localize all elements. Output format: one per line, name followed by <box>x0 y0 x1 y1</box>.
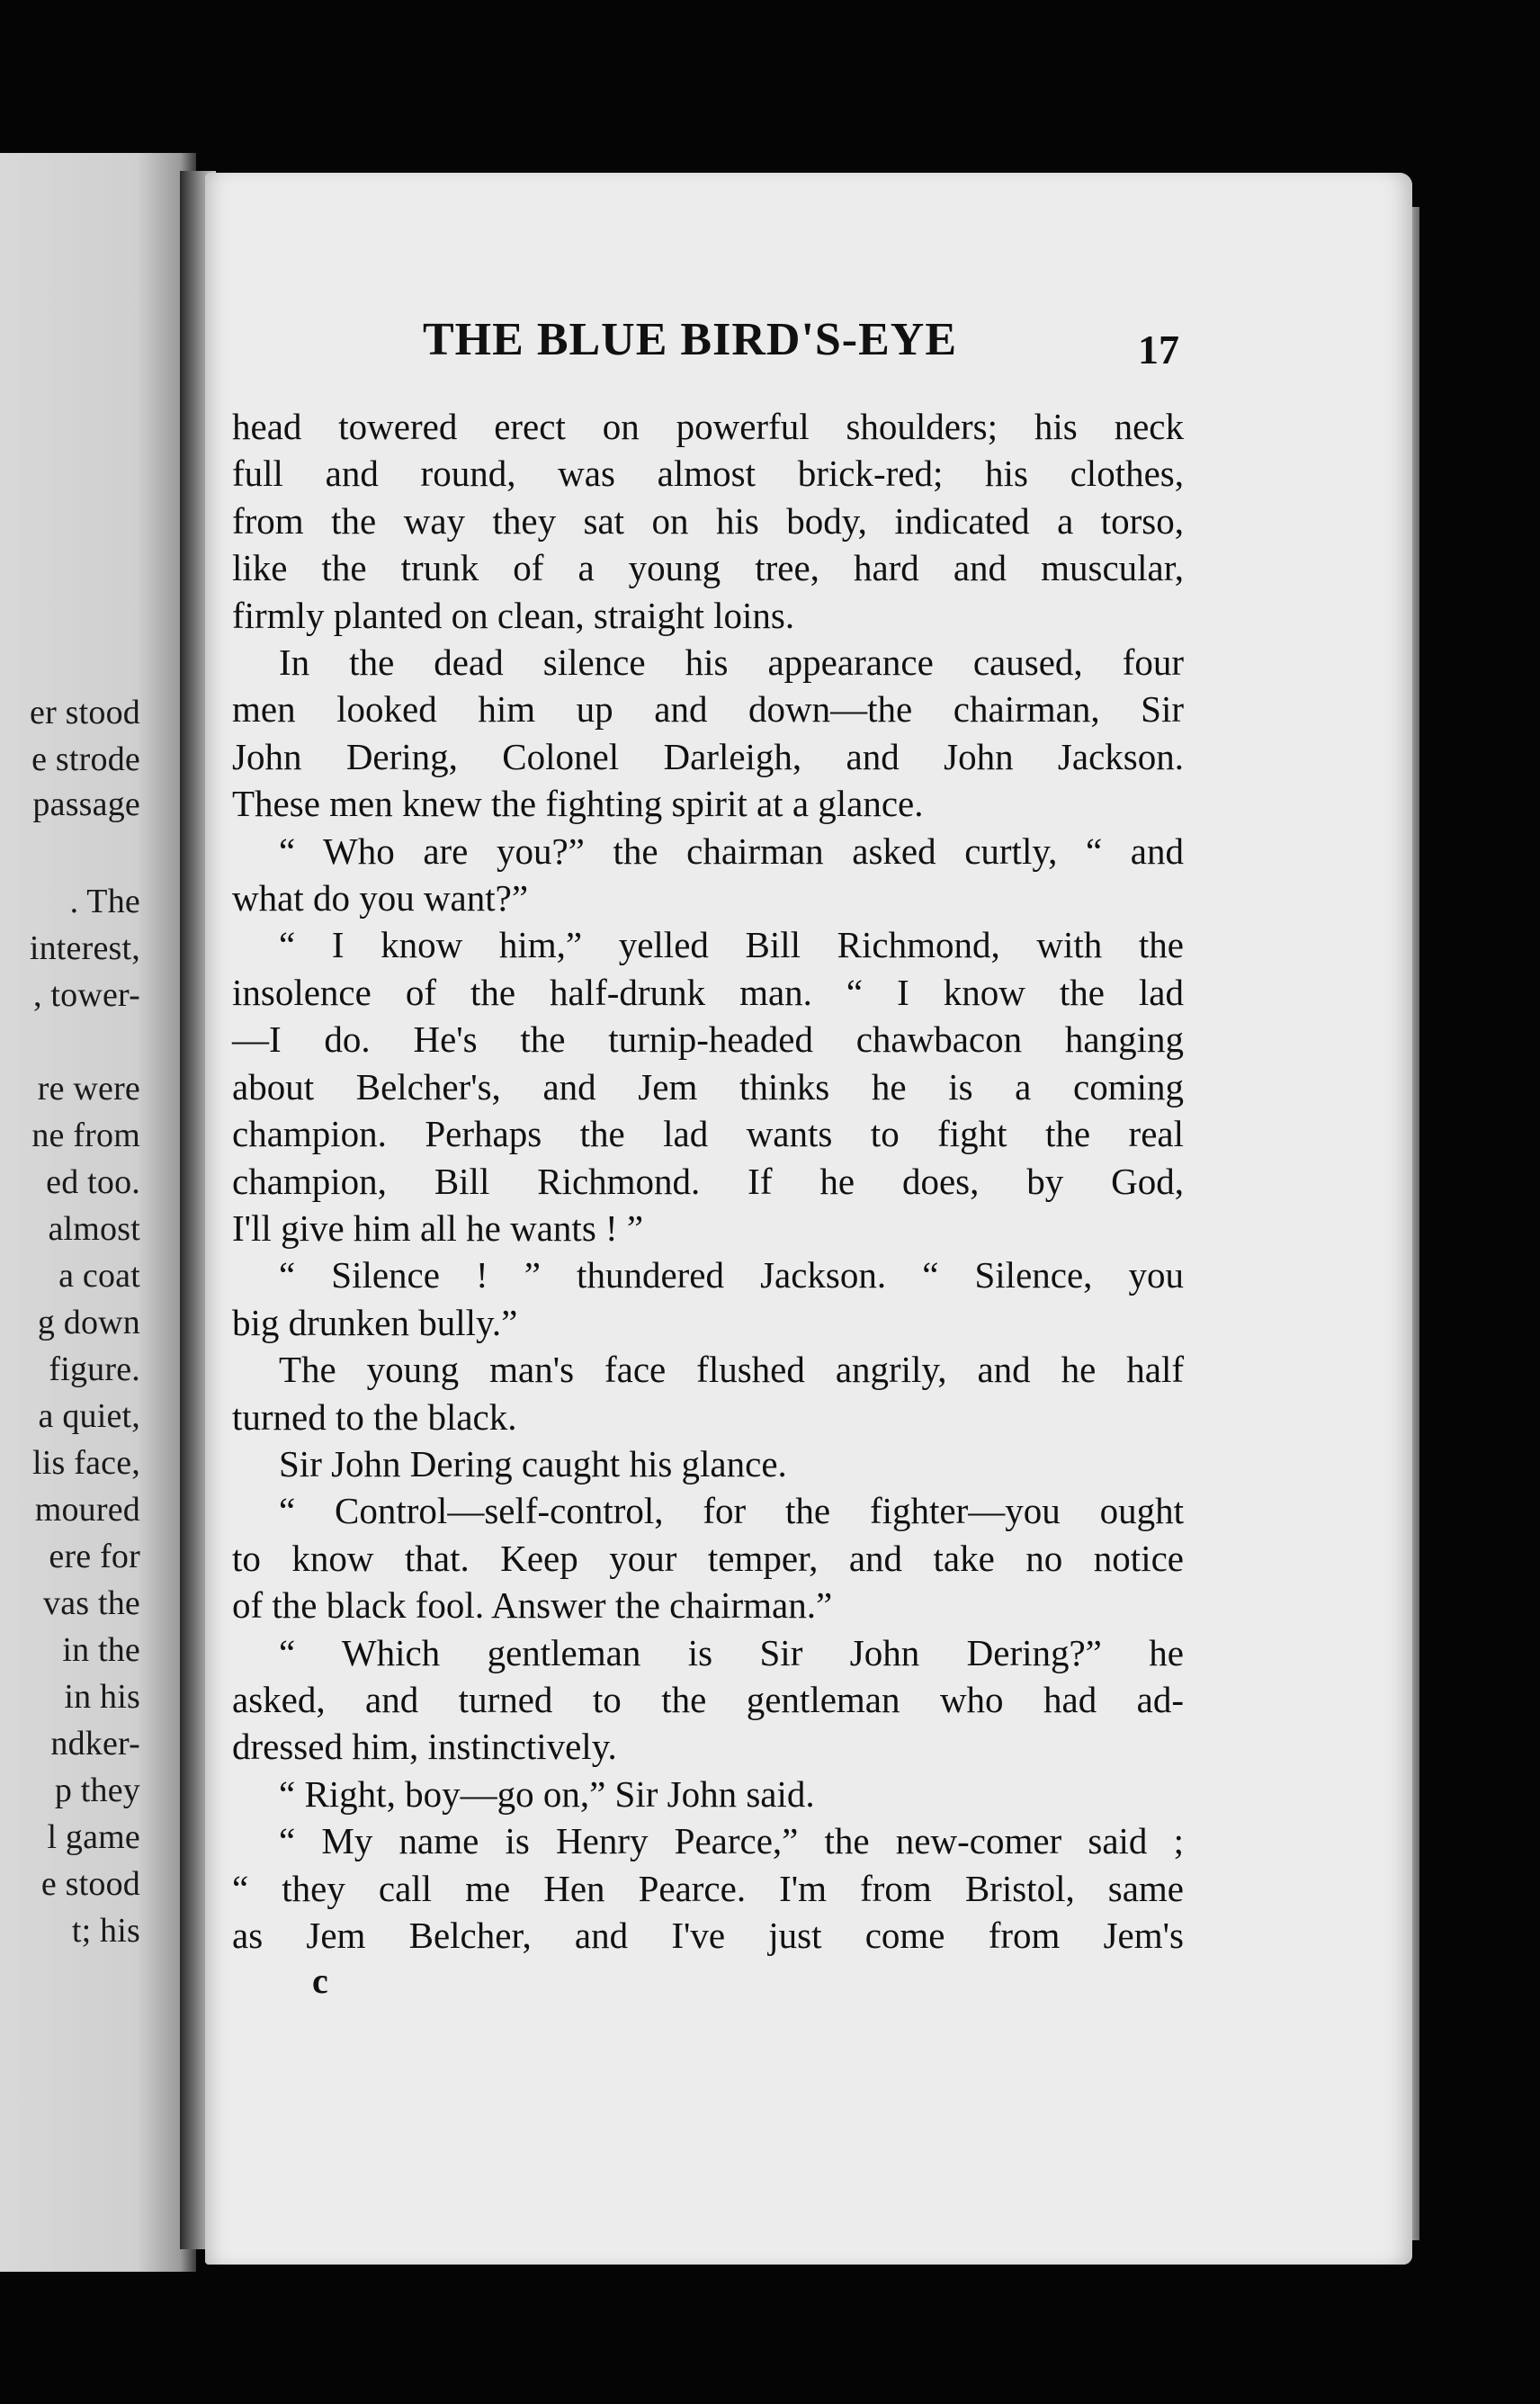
text-line: asked, and turned to the gentleman who had ad- <box>232 1678 1184 1720</box>
text-line: “ Silence ! ” thundered Jackson. “ Silence, you <box>279 1254 1184 1296</box>
text-line: big drunken bully.” <box>232 1301 518 1343</box>
text-line: champion, Bill Richmond. If he does, by God, <box>232 1160 1184 1202</box>
page-number: 17 <box>1138 327 1179 372</box>
left-page-line: vas the <box>43 1584 140 1622</box>
left-page-line: ere for <box>49 1538 140 1575</box>
text-line: “ My name is Henry Pearce,” the new-comer said ; <box>279 1820 1184 1862</box>
left-page-line: lis face, <box>32 1444 140 1482</box>
left-page-line: passage <box>32 785 140 823</box>
text-line: “ Control—self-control, for the fighter—you ought <box>279 1490 1184 1532</box>
left-page-line: p they <box>54 1772 140 1809</box>
text-line: “ Which gentleman is Sir John Dering?” he <box>279 1631 1184 1673</box>
text-line: These men knew the fighting spirit at a glance. <box>232 783 924 825</box>
text-line: of the black fool. Answer the chairman.” <box>232 1584 833 1627</box>
text-line: “ Who are you?” the chairman asked curtly, “ and <box>279 830 1184 872</box>
left-page-line: interest, <box>29 929 140 967</box>
text-line: John Dering, Colonel Darleigh, and John Jackson. <box>232 735 1184 777</box>
text-line: firmly planted on clean, straight loins. <box>232 594 795 636</box>
left-page-line: e strode <box>31 740 140 778</box>
text-line: “ Right, boy—go on,” Sir John said. <box>279 1772 815 1815</box>
left-page-line: er stood <box>30 694 140 731</box>
text-line: insolence of the half-drunk man. “ I know the lad <box>232 971 1184 1013</box>
left-page-line: l game <box>47 1818 140 1856</box>
left-page-line: ndker- <box>50 1725 140 1763</box>
left-page-line: e stood <box>40 1865 140 1903</box>
text-line: champion. Perhaps the lad wants to fight the real <box>232 1113 1184 1155</box>
text-line: turned to the black. <box>232 1395 517 1438</box>
text-line: about Belcher's, and Jem thinks he is a coming <box>232 1065 1184 1108</box>
text-line: like the trunk of a young tree, hard and muscular, <box>232 547 1184 589</box>
left-page-line: ed too. <box>46 1163 140 1201</box>
running-header: THE BLUE BIRD'S-EYE <box>423 314 958 365</box>
text-line: The young man's face flushed angrily, and he half <box>279 1349 1184 1391</box>
left-page-line: ne from <box>31 1117 140 1154</box>
left-page-line: re were <box>37 1070 140 1108</box>
text-line: dressed him, instinctively. <box>232 1726 617 1768</box>
text-line: In the dead silence his appearance caused, four <box>279 641 1184 684</box>
text-line: what do you want?” <box>232 877 529 919</box>
signature-mark: c <box>312 1960 328 2001</box>
left-page-line: almost <box>48 1210 140 1248</box>
text-line: to know that. Keep your temper, and take no notice <box>232 1537 1184 1579</box>
left-page-line: moured <box>34 1491 140 1529</box>
left-page-line: in the <box>62 1631 140 1669</box>
left-page-line: g down <box>37 1304 140 1341</box>
left-page-line: . The <box>69 883 140 920</box>
left-page-line: a quiet, <box>38 1397 140 1435</box>
left-page-line: in his <box>64 1678 140 1716</box>
text-line: as Jem Belcher, and I've just come from Jem's <box>232 1915 1184 1956</box>
text-line: “ I know him,” yelled Bill Richmond, with the <box>279 924 1184 966</box>
left-page-line: , tower- <box>32 976 140 1014</box>
left-page-line: a coat <box>58 1257 140 1295</box>
text-line: “ they call me Hen Pearce. I'm from Bristol, same <box>232 1867 1184 1909</box>
text-line: head towered erect on powerful shoulders; his neck <box>232 406 1184 447</box>
left-page-line: figure. <box>49 1350 140 1388</box>
left-page-fragment <box>0 153 196 2272</box>
text-line: Sir John Dering caught his glance. <box>279 1442 787 1485</box>
text-line: —I do. He's the turnip-headed chawbacon hanging <box>232 1018 1184 1061</box>
text-line: I'll give him all he wants ! ” <box>232 1206 644 1249</box>
text-line: full and round, was almost brick-red; his clothes, <box>232 453 1184 495</box>
text-line: from the way they sat on his body, indicated a torso, <box>232 499 1184 542</box>
left-page-line: t; his <box>71 1912 140 1950</box>
text-line: men looked him up and down—the chairman, Sir <box>232 688 1184 731</box>
page-body-text <box>232 403 1184 1959</box>
